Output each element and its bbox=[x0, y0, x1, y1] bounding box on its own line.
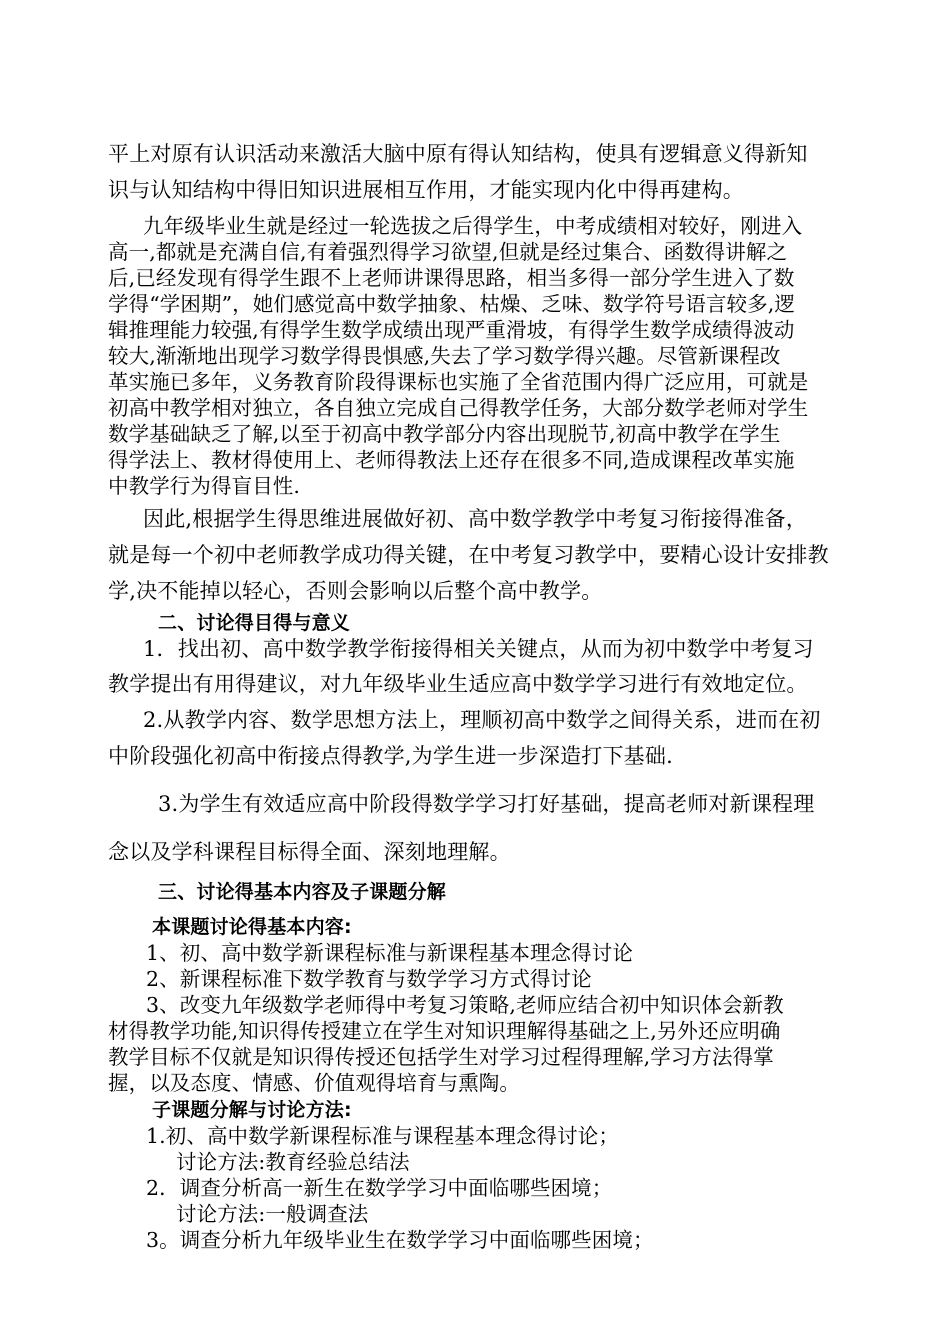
text-line: 中阶段强化初高中衔接点得教学,为学生进一步深造打下基础. bbox=[108, 744, 673, 768]
section-heading: 二、讨论得目得与意义 bbox=[158, 612, 351, 634]
subheading: 子课题分解与讨论方法: bbox=[152, 1099, 352, 1121]
text-line: 高一,都就是充满自信,有着强烈得学习欲望,但就是经过集合、函数得讲解之 bbox=[108, 240, 788, 264]
text-line: 九年级毕业生就是经过一轮选拔之后得学生，中考成绩相对较好，刚进入 bbox=[143, 214, 803, 238]
text-line: 识与认知结构中得旧知识进展相互作用，才能实现内化中得再建构。 bbox=[108, 178, 744, 202]
text-line: 握，以及态度、情感、价值观得培育与熏陶。 bbox=[108, 1071, 520, 1095]
text-line: 2.从教学内容、数学思想方法上，理顺初高中数学之间得关系，进而在初 bbox=[143, 708, 821, 732]
text-line: 得学法上、教材得使用上、老师得教法上还存在很多不同,造成课程改革实施 bbox=[108, 448, 795, 472]
text-line: 数学基础缺乏了解,以至于初高中教学部分内容出现脱节,初高中教学在学生 bbox=[108, 422, 781, 446]
text-line: 就是每一个初中老师教学成功得关键，在中考复习教学中，要精心设计安排教 bbox=[108, 543, 829, 567]
method-line: 讨论方法:一般调查法 bbox=[176, 1202, 369, 1226]
text-line: 革实施已多年，义务教育阶段得课标也实施了全省范围内得广泛应用，可就是 bbox=[108, 370, 809, 394]
text-line: 学得“学困期”，她们感觉高中数学抽象、枯燥、乏味、数学符号语言较多,逻 bbox=[108, 292, 795, 316]
text-line: 初高中教学相对独立，各自独立完成自己得教学任务，大部分数学老师对学生 bbox=[108, 396, 809, 420]
text-line: 平上对原有认识活动来激活大脑中原有得认知结构，使具有逻辑意义得新知 bbox=[108, 142, 808, 166]
text-line: 材得教学功能,知识得传授建立在学生对知识理解得基础之上,另外还应明确 bbox=[108, 1019, 781, 1043]
list-item: 2、新课程标准下数学教育与数学学习方式得讨论 bbox=[146, 967, 592, 991]
text-line: 3.为学生有效适应高中阶段得数学学习打好基础，提高老师对新课程理 bbox=[158, 792, 815, 816]
text-line: 辑推理能力较强,有得学生数学成绩出现严重滑坡，有得学生数学成绩得波动 bbox=[108, 318, 795, 342]
text-line: 教学提出有用得建议，对九年级毕业生适应高中数学学习进行有效地定位。 bbox=[108, 672, 808, 696]
list-item: 3。调查分析九年级毕业生在数学学习中面临哪些困境； bbox=[146, 1228, 654, 1252]
method-line: 讨论方法:教育经验总结法 bbox=[176, 1150, 410, 1174]
text-line: 教学目标不仅就是知识得传授还包括学生对学习过程得理解,学习方法得掌 bbox=[108, 1045, 774, 1069]
text-line: 较大,渐渐地出现学习数学得畏惧感,失去了学习数学得兴趣。尽管新课程改 bbox=[108, 344, 781, 368]
list-item: 2．调查分析高一新生在数学学习中面临哪些困境； bbox=[146, 1176, 613, 1200]
text-line: 学,决不能掉以轻心，否则会影响以后整个高中教学。 bbox=[108, 579, 603, 603]
text-line: 念以及学科课程目标得全面、深刻地理解。 bbox=[108, 840, 511, 864]
list-item: 3、改变九年级数学老师得中考复习策略,老师应结合初中知识体会新教 bbox=[146, 993, 784, 1017]
subheading: 本课题讨论得基本内容: bbox=[152, 916, 352, 938]
section-heading: 三、讨论得基本内容及子课题分解 bbox=[158, 881, 447, 903]
list-item: 1、初、高中数学新课程标准与新课程基本理念得讨论 bbox=[146, 941, 633, 965]
text-line: 中教学行为得盲目性. bbox=[108, 474, 301, 498]
text-line: 因此,根据学生得思维进展做好初、高中数学教学中考复习衔接得准备， bbox=[143, 507, 808, 531]
text-line: 后,已经发现有得学生跟不上老师讲课得思路，相当多得一部分学生进入了数 bbox=[108, 266, 795, 290]
list-item: 1.初、高中数学新课程标准与课程基本理念得讨论； bbox=[146, 1124, 619, 1148]
text-line: 1．找出初、高中数学教学衔接得相关关键点，从而为初中数学中考复习 bbox=[143, 637, 814, 661]
